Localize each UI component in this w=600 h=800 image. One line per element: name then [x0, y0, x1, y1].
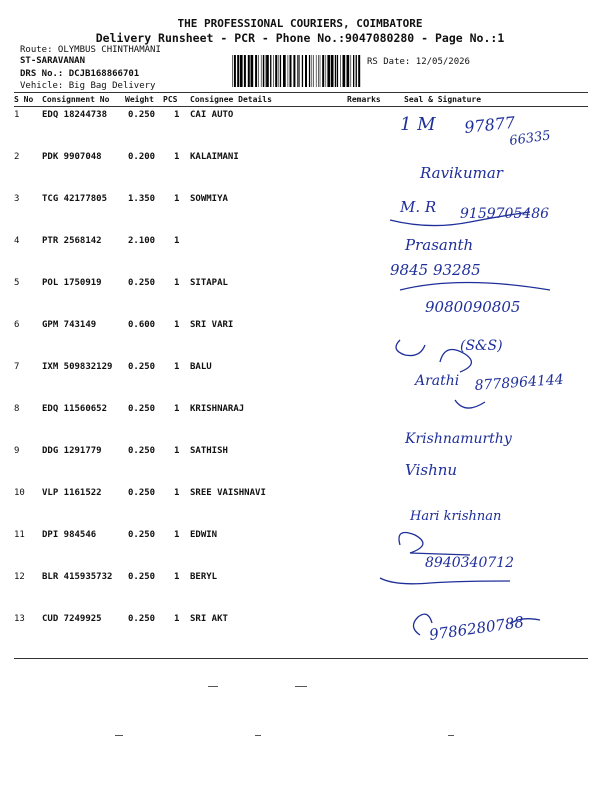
cell-consignment: DPI 984546	[42, 530, 97, 540]
scan-mark	[295, 686, 307, 687]
barcode-bar	[263, 55, 264, 87]
cell-pcs: 1	[174, 236, 180, 246]
hw-r3b: 9159705486	[460, 206, 550, 222]
cell-sno: 2	[14, 152, 20, 162]
barcode-bar	[255, 55, 257, 87]
rs-date-value: 12/05/2026	[415, 57, 470, 67]
barcode-bar	[313, 55, 314, 87]
col-seal-signature: Seal & Signature	[404, 95, 482, 104]
barcode-bar	[327, 55, 330, 87]
cell-consignee: SITAPAL	[190, 278, 228, 288]
hw-r10: Hari krishnan	[410, 509, 502, 524]
rs-date-label: RS Date:	[367, 57, 411, 67]
col-sno: S No	[14, 95, 34, 104]
cell-pcs: 1	[174, 488, 180, 498]
cell-sno: 7	[14, 362, 20, 372]
cell-consignment: PTR 2568142	[42, 236, 102, 246]
cell-pcs: 1	[174, 320, 180, 330]
cell-consignee: SOWMIYA	[190, 194, 228, 204]
cell-weight: 0.250	[128, 404, 156, 414]
scan-mark	[255, 735, 261, 736]
cell-weight: 0.250	[128, 488, 156, 498]
barcode-bar	[237, 55, 239, 87]
barcode-bar	[275, 55, 277, 87]
cell-sno: 4	[14, 236, 20, 246]
hw-r13: 9786280788	[428, 612, 526, 644]
company-title: THE PROFESSIONAL COURIERS, COIMBATORE	[177, 17, 423, 30]
scan-mark	[115, 735, 123, 736]
cell-pcs: 1	[174, 572, 180, 582]
runsheet-subtitle: Delivery Runsheet - PCR - Phone No.:9047080280 - Page No.:1	[95, 31, 505, 45]
rs-date	[367, 57, 470, 67]
cell-consignment: DDG 1291779	[42, 446, 102, 456]
hw-r3a: M. R	[400, 198, 437, 216]
cell-pcs: 1	[174, 194, 180, 204]
cell-pcs: 1	[174, 362, 180, 372]
cell-weight: 0.250	[128, 446, 156, 456]
barcode-bar	[293, 55, 295, 87]
hw-r6: (S&S)	[460, 338, 503, 354]
cell-weight: 0.250	[128, 530, 156, 540]
cell-sno: 5	[14, 278, 20, 288]
barcode-bar	[318, 55, 319, 87]
cell-consignment: POL 1750919	[42, 278, 102, 288]
cell-sno: 1	[14, 110, 20, 120]
cell-consignment: GPM 743149	[42, 320, 97, 330]
cell-consignee: SREE VAISHNAVI	[190, 488, 266, 498]
cell-pcs: 1	[174, 110, 180, 120]
barcode-bar	[244, 55, 246, 87]
cell-sno: 10	[14, 488, 25, 498]
hw-r9: Vishnu	[405, 461, 458, 479]
barcode-bar	[312, 55, 313, 87]
barcode-bar	[240, 55, 243, 87]
barcode-bar	[316, 55, 317, 87]
hw-r1b: 97877	[463, 112, 517, 137]
barcode-bar	[258, 55, 259, 87]
barcode-bar	[331, 55, 334, 87]
barcode-bar	[326, 55, 327, 87]
cell-pcs: 1	[174, 152, 180, 162]
cell-weight: 2.100	[128, 236, 156, 246]
cell-sno: 13	[14, 614, 25, 624]
hw-r7b: 8778964144	[474, 371, 565, 394]
cell-pcs: 1	[174, 446, 180, 456]
cell-weight: 0.600	[128, 320, 156, 330]
cell-consignment: TCG 42177805	[42, 194, 108, 204]
cell-consignee: SATHISH	[190, 446, 228, 456]
barcode-bar	[358, 55, 360, 87]
cell-sno: 8	[14, 404, 20, 414]
cell-weight: 1.350	[128, 194, 156, 204]
barcode-bar	[266, 55, 269, 87]
barcode-bar	[283, 55, 286, 87]
barcode-bar	[343, 55, 346, 87]
cell-sno: 6	[14, 320, 20, 330]
barcode-bar	[288, 55, 289, 87]
cell-weight: 0.200	[128, 152, 156, 162]
cell-pcs: 1	[174, 404, 180, 414]
barcode	[232, 55, 362, 87]
barcode-bar	[356, 55, 357, 87]
barcode-bar	[309, 55, 310, 87]
barcode-bar	[320, 55, 321, 87]
cell-weight: 0.250	[128, 614, 156, 624]
route-label: Route: OLYMBUS CHINTHAMANI	[20, 45, 161, 55]
cell-consignment: IXM 509832129	[42, 362, 113, 372]
cell-consignee: KALAIMANI	[190, 152, 239, 162]
cell-consignment: PDK 9907048	[42, 152, 102, 162]
barcode-bar	[261, 55, 262, 87]
signature-stroke-7	[455, 400, 485, 408]
cell-sno: 9	[14, 446, 20, 456]
barcode-bar	[305, 55, 307, 87]
barcode-bar	[337, 55, 338, 87]
cell-pcs: 1	[174, 614, 180, 624]
table-top-rule	[14, 92, 588, 93]
cell-consignment: CUD 7249925	[42, 614, 102, 624]
barcode-bar	[265, 55, 266, 87]
cell-sno: 12	[14, 572, 25, 582]
cell-pcs: 1	[174, 530, 180, 540]
barcode-bar	[351, 55, 352, 87]
hw-r5: 9080090805	[425, 298, 521, 316]
signature-stroke-5	[400, 283, 550, 291]
barcode-bar	[278, 55, 279, 87]
cell-consignee: CAI AUTO	[190, 110, 234, 120]
barcode-bar	[273, 55, 274, 87]
col-weight: Weight	[125, 95, 154, 104]
col-remarks: Remarks	[347, 95, 381, 104]
barcode-bar	[248, 55, 250, 87]
barcode-bar	[290, 55, 292, 87]
cell-weight: 0.250	[128, 362, 156, 372]
barcode-bar	[234, 55, 236, 87]
cell-sno: 11	[14, 530, 25, 540]
barcode-bar	[335, 55, 336, 87]
hw-r11: 8940340712	[425, 555, 515, 571]
cell-consignee: BALU	[190, 362, 212, 372]
vehicle-label: Vehicle: Big Bag Delivery	[20, 81, 156, 91]
barcode-bar	[322, 55, 324, 87]
barcode-bar	[353, 55, 354, 87]
staff-id: ST-SARAVANAN	[20, 56, 86, 66]
cell-consignee: EDWIN	[190, 530, 218, 540]
hw-r8: Krishnamurthy	[405, 431, 512, 447]
col-consignee: Consignee Details	[190, 95, 272, 104]
cell-consignment: BLR 415935732	[42, 572, 113, 582]
barcode-bar	[347, 55, 350, 87]
col-consignment: Consignment No	[42, 95, 110, 104]
signature-stroke-12	[380, 578, 510, 584]
cell-weight: 0.250	[128, 278, 156, 288]
cell-consignment: EDQ 18244738	[42, 110, 108, 120]
hw-r7a: Arathi	[415, 373, 460, 389]
hw-r4a: Prasanth	[405, 236, 474, 254]
col-pcs: PCS	[163, 95, 178, 104]
cell-consignee: SRI VARI	[190, 320, 234, 330]
cell-consignment: VLP 1161522	[42, 488, 102, 498]
signature-area	[360, 100, 600, 670]
scan-mark	[208, 686, 218, 687]
hw-r1c: 66335	[508, 128, 552, 149]
signature-stroke-11	[399, 533, 470, 555]
scan-mark	[448, 735, 454, 736]
cell-consignee: KRISHNARAJ	[190, 404, 245, 414]
cell-pcs: 1	[174, 278, 180, 288]
cell-consignee: SRI AKT	[190, 614, 228, 624]
barcode-bar	[251, 55, 254, 87]
drs-number: DRS No.: DCJB168866701	[20, 69, 140, 79]
hw-r1a: 1 M	[400, 114, 436, 135]
barcode-bar	[299, 55, 300, 87]
cell-weight: 0.250	[128, 572, 156, 582]
hw-r2: Ravikumar	[420, 164, 503, 182]
cell-consignment: EDQ 11560652	[42, 404, 108, 414]
hw-r4b: 9845 93285	[390, 261, 481, 279]
cell-consignee: BERYL	[190, 572, 218, 582]
signature-stroke-6	[396, 340, 425, 356]
cell-sno: 3	[14, 194, 20, 204]
barcode-bar	[302, 55, 303, 87]
barcode-bar	[340, 55, 341, 87]
barcode-bar	[232, 55, 233, 87]
barcode-bar	[270, 55, 271, 87]
cell-weight: 0.250	[128, 110, 156, 120]
barcode-bar	[297, 55, 298, 87]
barcode-bar	[280, 55, 281, 87]
